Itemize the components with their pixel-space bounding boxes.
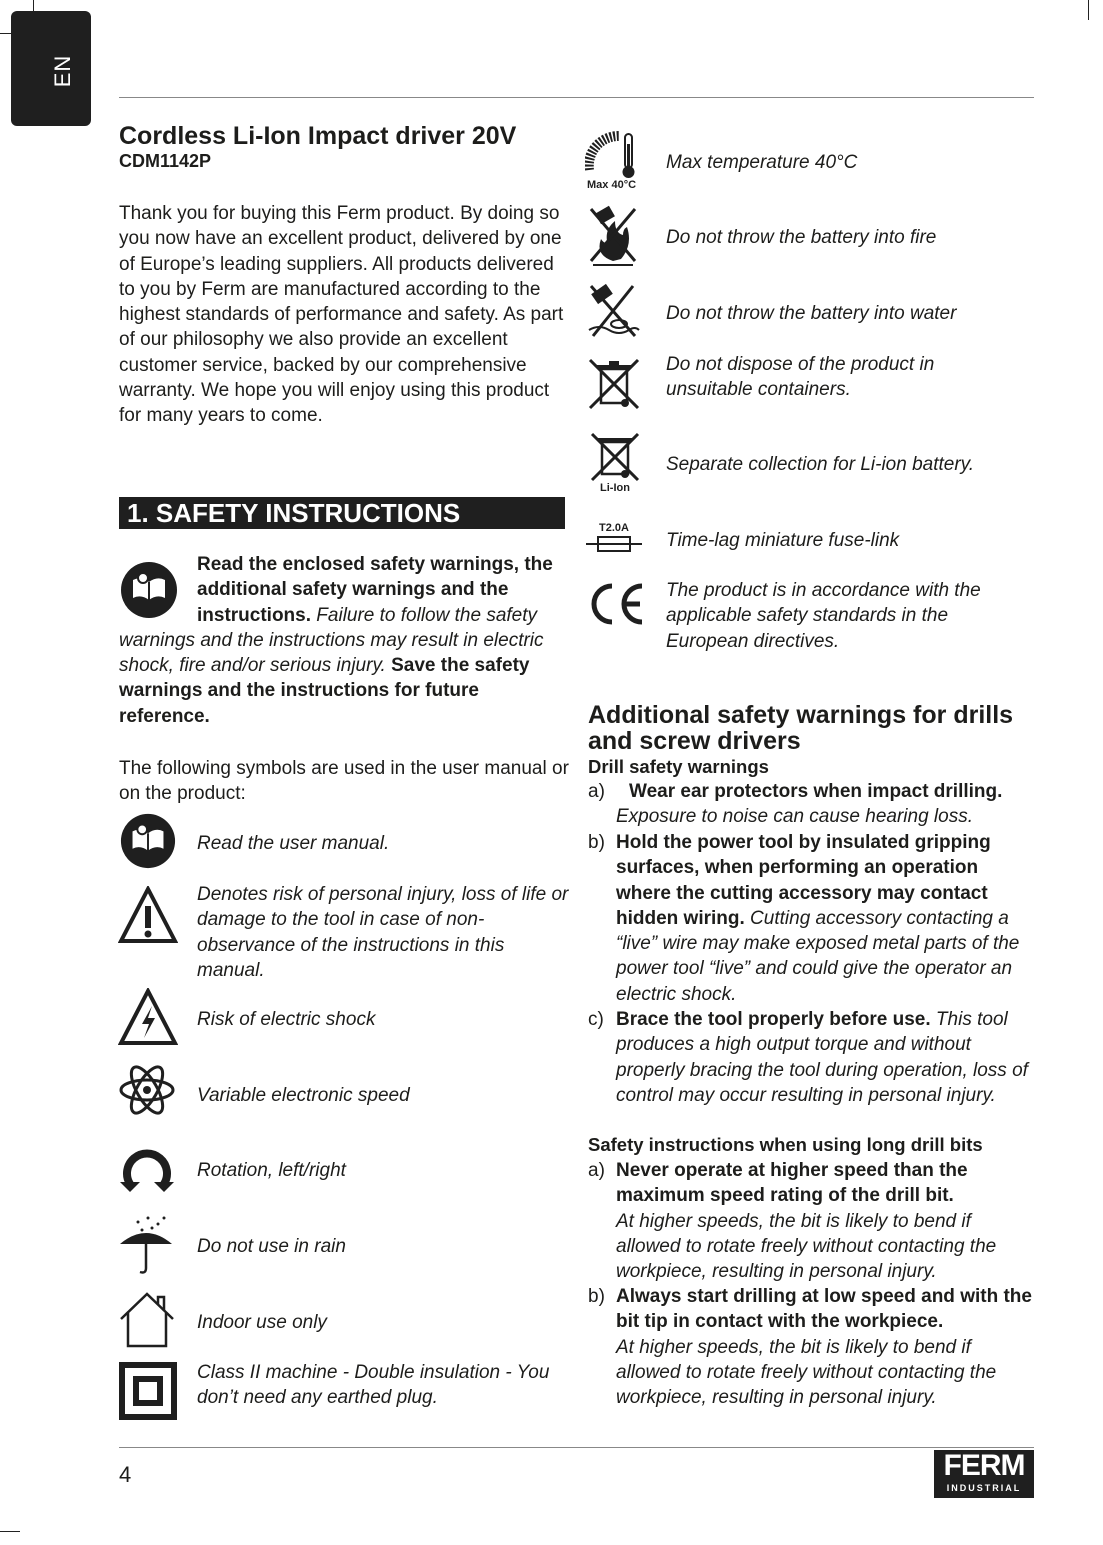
symbols-intro: The following symbols are used in the user manual or on the product:	[119, 758, 569, 805]
list-bold: Always start drilling at low speed and with the bit tip in contact with the workpiece.	[616, 1286, 1032, 1333]
rotation-icon	[118, 1140, 176, 1199]
electronic-speed-icon	[119, 1062, 175, 1123]
rain-icon	[118, 1214, 174, 1281]
list-marker: a)	[588, 1160, 605, 1181]
symbol-text: The product is in accordance with the applicable safety standards in the European directives.	[666, 580, 981, 652]
list-bold: Wear ear protectors when impact drilling.	[629, 781, 1003, 802]
list-bold: Hold the power tool by insulated gripping surfaces, when performing an operation where the cutting accessory may contact hidden wiring.	[616, 832, 991, 929]
page-number: 4	[119, 1462, 132, 1487]
electric-shock-icon	[118, 988, 178, 1051]
list-italic: Cutting accessory contacting a “live” wire may make exposed metal parts of the power tool “live” and could give the operator an electric shock.	[616, 907, 1020, 1005]
symbol-text: Denotes risk of personal injury, loss of life or damage to the tool in case of non-observance of the instructions in this manual.	[197, 884, 569, 981]
manual-icon	[119, 812, 177, 875]
list-bold: Brace the tool properly before use.	[616, 1009, 931, 1030]
bin-crossed-icon	[587, 357, 641, 416]
list-bold: Never operate at higher speed than the maximum speed rating of the drill bit.	[616, 1160, 968, 1207]
li-ion-bin-icon	[589, 432, 641, 499]
symbol-text: Read the user manual.	[197, 833, 390, 854]
drill-heading: Drill safety warnings	[588, 756, 769, 777]
fuse-icon	[586, 519, 642, 562]
additional-heading: Additional safety warnings for drills and screw drivers	[588, 701, 1014, 755]
no-water-icon	[585, 282, 641, 347]
max-temperature-icon	[585, 130, 641, 197]
read-warnings-paragraph	[119, 552, 569, 729]
list-marker: a)	[588, 781, 605, 802]
list-marker: b)	[588, 832, 605, 853]
list-marker: b)	[588, 1286, 605, 1307]
section-heading	[119, 497, 565, 529]
list-item	[588, 1007, 1038, 1108]
read-warnings-italic: Failure to follow the safety warnings and the instructions may result in electric shock, fire and/or serious injury.	[119, 604, 544, 677]
no-fire-icon	[587, 205, 639, 272]
symbol-text: Rotation, left/right	[197, 1160, 346, 1181]
ce-icon	[586, 580, 646, 633]
list-item	[588, 830, 1038, 1007]
language-tab	[11, 11, 91, 126]
intro-paragraph: Thank you for buying this Ferm product. By doing so you now have an excellent product, delivered by one of Europe’s leading suppliers. All products delivered to you by Ferm are manufactured according to the highest standards of performance and safety. As part of our philosophy we also provide an excellent customer service, backed by our comprehensive warranty. We hope you will enjoy using this product for many years to come.	[119, 203, 564, 427]
long-bits-heading: Safety instructions when using long drill bits	[588, 1134, 983, 1155]
symbol-text: Time-lag miniature fuse-link	[666, 530, 900, 551]
section-heading-text: 1. SAFETY INSTRUCTIONS	[127, 498, 461, 528]
manual-icon	[119, 552, 197, 627]
symbol-text: Variable electronic speed	[197, 1085, 410, 1106]
logo-sub: INDUSTRIAL	[946, 1483, 1022, 1493]
symbol-text: Do not throw the battery into fire	[666, 227, 937, 248]
list-item	[588, 1284, 1038, 1410]
logo-main: FERM	[943, 1449, 1025, 1482]
symbol-text: Separate collection for Li-ion battery.	[666, 454, 975, 475]
list-italic: At higher speeds, the bit is likely to bend if allowed to rotate freely without contacting the workpiece, resulting in personal injury.	[616, 1210, 997, 1283]
list-marker: c)	[588, 1009, 604, 1030]
ferm-logo	[934, 1450, 1034, 1498]
top-rule	[119, 97, 1034, 98]
list-italic: This tool produces a high output torque and without properly bracing the tool during operation, loss of control may occur resulting in personal injury.	[616, 1009, 1028, 1106]
crop-mark	[0, 1531, 20, 1532]
symbol-text	[666, 352, 1026, 403]
list-italic: At higher speeds, the bit is likely to bend if allowed to rotate freely without contacting the workpiece, resulting in personal injury.	[616, 1336, 997, 1409]
read-warnings-bold: Read the enclosed safety warnings, the additional safety warnings and the instructions.	[197, 554, 553, 626]
warning-icon	[118, 886, 178, 949]
symbol-text-content: Do not dispose of the product in unsuitable containers.	[666, 354, 935, 401]
list-item	[588, 779, 1038, 830]
symbol-text: Class II machine - Double insulation - You don’t need any earthed plug.	[197, 1362, 550, 1409]
bottom-rule	[119, 1447, 1034, 1448]
symbol-text: Do not throw the battery into water	[666, 303, 957, 324]
symbol-text: Do not use in rain	[197, 1236, 346, 1257]
product-model: CDM1142P	[119, 151, 212, 171]
symbol-text: Max temperature 40°C	[666, 152, 858, 173]
symbol-text: Indoor use only	[197, 1312, 327, 1333]
list-item	[588, 1158, 1038, 1284]
max-temperature-label: Max 40°C	[587, 179, 637, 191]
fuse-label: T2.0A	[599, 522, 629, 534]
read-warnings-save: Save the safety warnings and the instructions for future reference.	[119, 655, 530, 727]
language-label: EN	[50, 54, 75, 88]
symbol-text: Risk of electric shock	[197, 1009, 376, 1030]
indoor-icon	[118, 1291, 176, 1354]
li-ion-label: Li-Ion	[600, 482, 630, 494]
list-italic: Exposure to noise can cause hearing loss.	[616, 806, 973, 828]
crop-mark	[1088, 0, 1089, 20]
product-title: Cordless Li-Ion Impact driver 20V	[119, 122, 517, 150]
class2-icon	[119, 1362, 177, 1425]
